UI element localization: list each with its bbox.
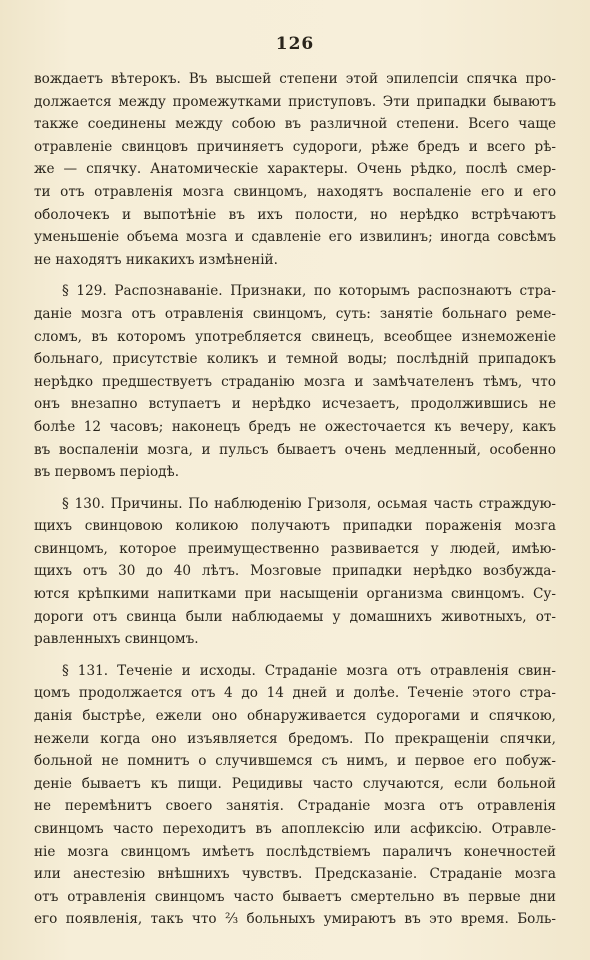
paragraph-131 — [34, 660, 556, 931]
text-line: равленныхъ свинцомъ. — [34, 631, 199, 648]
text-line: его появленія, такъ что ⅔ больныхъ умираютъ въ это время. Боль- — [34, 911, 556, 928]
text-line: нежели когда оно изъявляется бредомъ. По прекращеніи спячки, — [34, 730, 556, 747]
text-line: въ первомъ періодѣ. — [34, 464, 180, 481]
text-line: ніе мозга свинцомъ имѣетъ послѣдствіемъ параличъ конечностей — [34, 843, 556, 860]
text-line: § 130. Причины. По наблюденію Гризоля, осьмая часть страждую- — [62, 495, 556, 512]
text-line: больнаго, присутствіе коликъ и темной воды; послѣдній припадокъ — [34, 351, 556, 368]
text-line: цомъ продолжается отъ 4 до 14 дней и долѣе. Теченіе этого стра- — [34, 685, 556, 702]
text-line: болѣе 12 часовъ; наконецъ бредъ не ожесточается къ вечеру, какъ — [34, 418, 556, 435]
paragraph-129 — [34, 280, 556, 483]
text-line: или анестезію внѣшнихъ чувствъ. Предсказаніе. Страданіе мозга — [34, 866, 556, 883]
paragraph-130 — [34, 493, 556, 651]
text-line: должается между промежутками приступовъ. Эти припадки бываютъ — [34, 93, 556, 110]
text-line: не находятъ никакихъ измѣненій. — [34, 251, 278, 268]
text-line: уменьшеніе объема мозга и сдавленіе его извилинъ; иногда совсѣмъ — [34, 229, 556, 246]
text-line: деніе бываетъ къ пищи. Рецидивы часто случаются, если больной — [34, 775, 556, 792]
text-line: оболочекъ и выпотѣніе въ ихъ полости, но нерѣдко встрѣчаютъ — [34, 206, 556, 223]
text-line: онъ внезапно вступаетъ и нерѣдко исчезаетъ, продолжившись не — [34, 396, 556, 413]
text-line: свинцомъ, которое преимущественно развивается у людей, имѣю- — [34, 540, 556, 557]
text-line: больной не помнитъ о случившемся съ нимъ, и первое его побуж- — [34, 753, 556, 770]
text-line: также соединены между собою въ различной степени. Всего чаще — [34, 116, 556, 133]
text-line: вождаетъ вѣтерокъ. Въ высшей степени этой эпилепсіи спячка про- — [34, 71, 556, 87]
paragraph-1 — [34, 68, 556, 271]
text-line: свинцомъ часто переходитъ въ апоплексію или асфиксію. Отравле- — [34, 821, 556, 837]
text-line: дороги отъ свинца были наблюдаемы у домашнихъ животныхъ, от- — [34, 608, 556, 625]
text-line: ются крѣпкими напитками при насыщеніи организма свинцомъ. Су- — [34, 586, 556, 603]
text-line: щихъ свинцовою коликою получаютъ припадки пораженія мозга — [34, 518, 556, 535]
text-line: ти отъ отравленія мозга свинцомъ, находятъ воспаленіе его и его — [34, 183, 556, 200]
page-number: 126 — [275, 34, 315, 54]
text-line: сломъ, въ которомъ употребляется свинецъ, всеобщее изнеможеніе — [34, 328, 556, 345]
text-line: въ воспаленіи мозга, и пульсъ бываетъ очень медленный, особенно — [34, 441, 556, 458]
page-body — [34, 68, 556, 931]
text-line: даніе мозга отъ отравленія свинцомъ, суть: занятіе больнаго реме- — [34, 305, 556, 322]
text-line: § 131. Теченіе и исходы. Страданіе мозга отъ отравленія свин- — [62, 662, 556, 679]
text-line: не перемѣнитъ своего занятія. Страданіе мозга отъ отравленія — [34, 798, 556, 815]
text-line: данія быстрѣе, ежели оно обнаруживается судорогами и спячкою, — [34, 708, 556, 725]
text-line: § 129. Распознаваніе. Признаки, по которымъ распознаютъ стра- — [62, 283, 556, 300]
text-line: нерѣдко предшествуетъ страданію мозга и замѣчателенъ тѣмъ, что — [34, 373, 556, 390]
text-line: отравленіе свинцовъ причиняетъ судороги, рѣже бредъ и всего рѣ- — [34, 138, 556, 155]
text-line: щихъ отъ 30 до 40 лѣтъ. Мозговые припадки нерѣдко возбужда- — [34, 563, 556, 580]
text-line: отъ отравленія свинцомъ часто бываетъ смертельно въ первые дни — [34, 888, 556, 905]
text-line: же — спячку. Анатомическіе характеры. Очень рѣдко, послѣ смер- — [34, 161, 556, 178]
